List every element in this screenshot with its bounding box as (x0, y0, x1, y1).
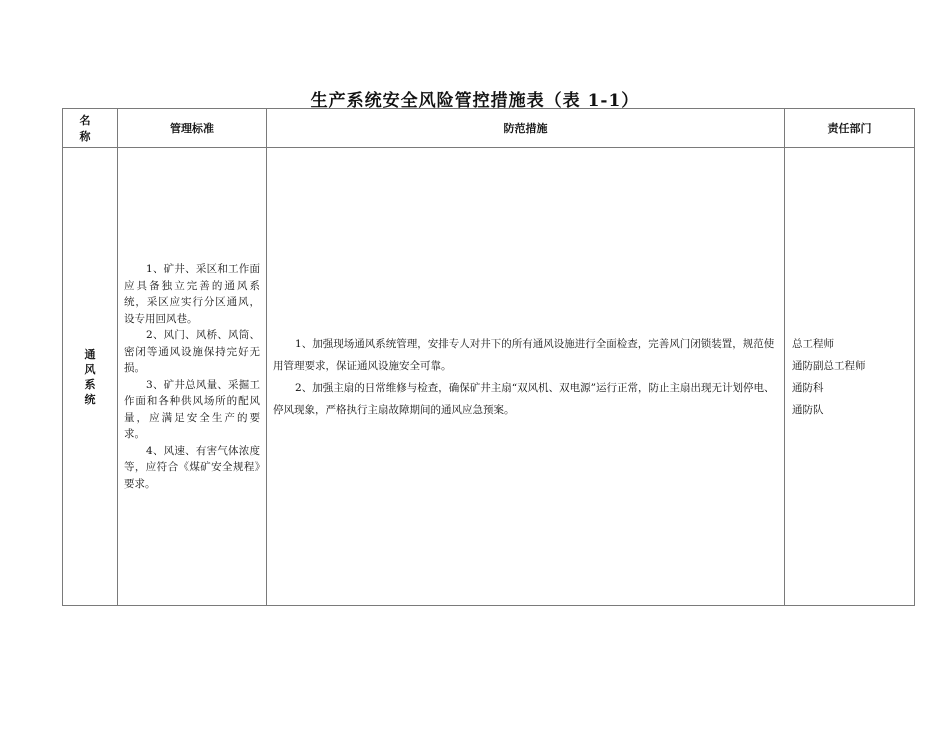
standard-item: 3、矿井总风量、采掘工作面和各种供风场所的配风量，应满足安全生产的要求。 (124, 378, 260, 440)
header-name: 名 称 (63, 109, 118, 148)
system-name: 通风系统 (84, 347, 96, 406)
header-standard: 管理标准 (118, 109, 267, 148)
table-header-row (63, 109, 915, 148)
standard-cell (118, 148, 267, 606)
department-item: 总工程师 (792, 337, 834, 350)
system-name-cell (63, 148, 118, 606)
table-row (63, 148, 915, 606)
standard-item: 1、矿井、采区和工作面应具备独立完善的通风系统，采区应实行分区通风，设专用回风巷。 (124, 263, 260, 325)
measure-item: 2、加强主扇的日常维修与检查，确保矿井主扇“双风机、双电源”运行正常，防止主扇出现无计划停电、停风现象，严格执行主扇故障期间的通风应急预案。 (273, 381, 775, 416)
department-item: 通防队 (792, 403, 824, 416)
department-item: 通防科 (792, 381, 824, 394)
standard-item: 2、风门、风桥、风筒、密闭等通风设施保持完好无损。 (124, 329, 260, 374)
measure-item: 1、加强现场通风系统管理，安排专人对井下的所有通风设施进行全面检查，完善风门闭锁装置，规范使用管理要求，保证通风设施安全可靠。 (273, 337, 775, 372)
measures-cell (267, 148, 785, 606)
header-measures: 防范措施 (267, 109, 785, 148)
standard-item: 4、风速、有害气体浓度等，应符合《煤矿安全规程》要求。 (124, 444, 260, 490)
department-item: 通防副总工程师 (792, 359, 866, 372)
document-title: 生产系统安全风险管控措施表（表 1-1） (310, 91, 640, 111)
department-cell (785, 148, 915, 606)
risk-control-table (62, 108, 915, 606)
header-department: 责任部门 (785, 109, 915, 148)
